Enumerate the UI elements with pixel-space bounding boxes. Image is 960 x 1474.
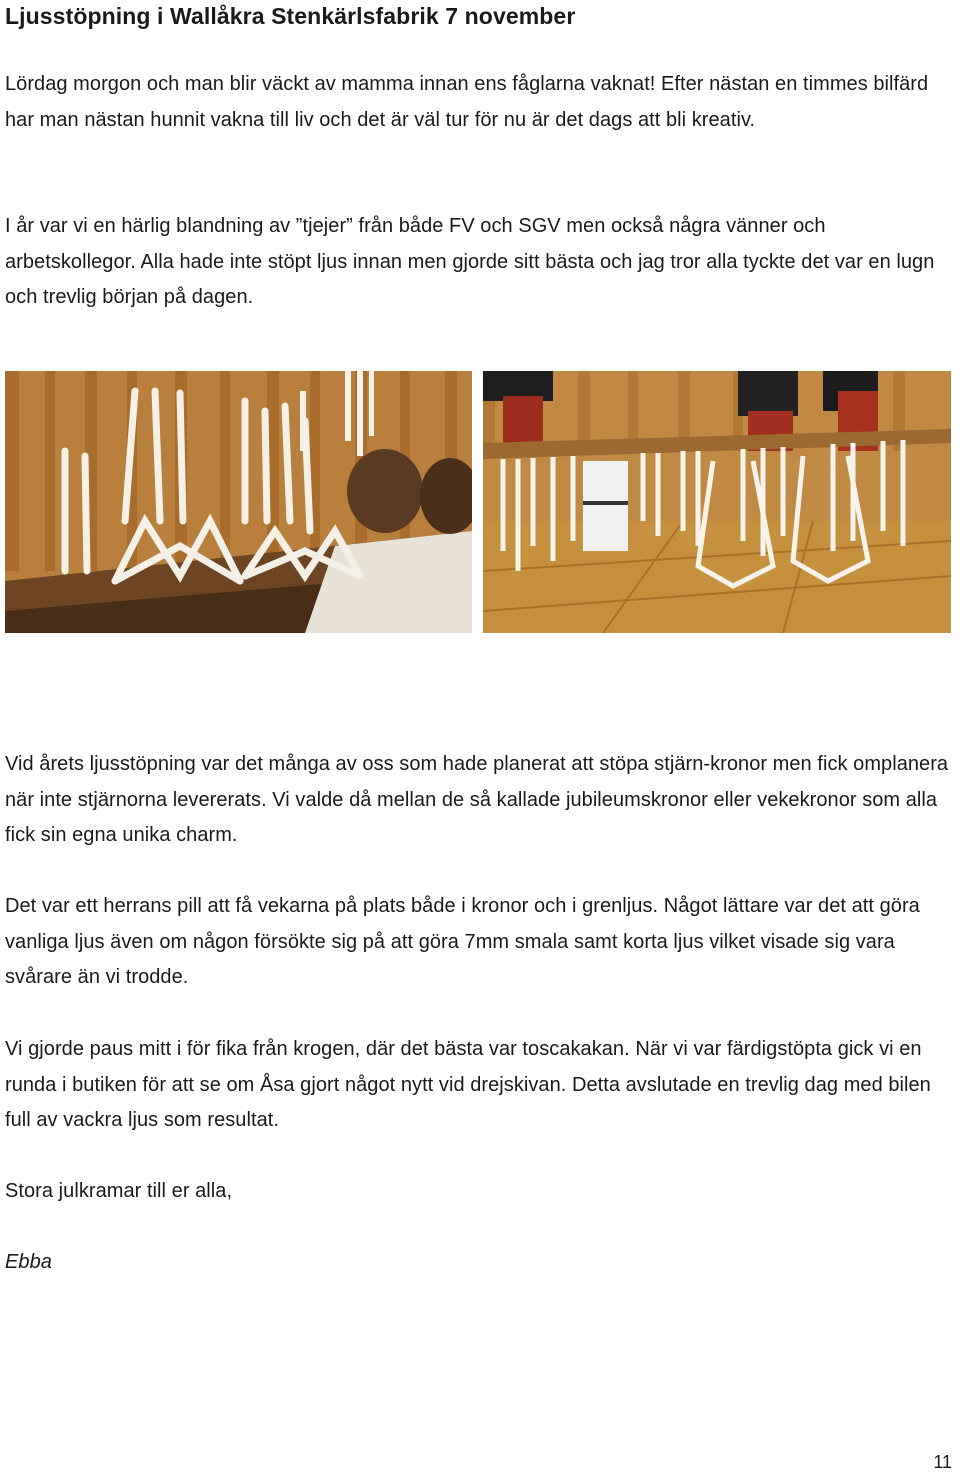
page-number: 11: [933, 1452, 952, 1472]
signature: Ebba: [5, 1251, 52, 1273]
page-title: Ljusstöpning i Wallåkra Stenkärlsfabrik 7 november: [5, 3, 576, 29]
paragraph-wicks: Det var ett herrans pill att få vekarna på plats både i kronor och i grenljus. Något lättare var det att göra vanliga ljus även om någon försökte sig på att göra 7mm smala samt korta ljus vilket visade sig vara svårare än vi trodde.: [5, 895, 920, 988]
photo-candles-hanging-on-rack: [483, 371, 951, 633]
paragraph-fika: Vi gjorde paus mitt i för fika från krogen, där det bästa var toscakakan. När vi var färdigstöpta gick vi en runda i butiken för att se om Åsa gjort något nytt vid drejskivan. Detta avslutade en trevlig dag med bilen full av vackra ljus som resultat.: [5, 1038, 931, 1131]
paragraph-intro: Lördag morgon och man blir väckt av mamma innan ens fåglarna vaknat! Efter nästan en timmes bilfärd har man nästan hunnit vakna till liv och det är väl tur för nu är det dags att bli kreativ.: [5, 73, 929, 131]
paragraph-crowns: Vid årets ljusstöpning var det många av oss som hade planerat att stöpa stjärn-kronor men fick omplanera när inte stjärnorna levererats. Vi valde då mellan de så kallade jubileumskronor eller vekekronor som alla fick sin egna unika charm.: [5, 753, 949, 846]
photo-candle-crowns-on-table: [5, 371, 472, 633]
paragraph-group: I år var vi en härlig blandning av ”tjejer” från både FV och SGV men också några vänner och arbetskollegor. Alla hade inte stöpt ljus innan men gjorde sitt bästa och jag tror alla tyckte det var en lugn och trevlig början på dagen.: [5, 215, 935, 308]
paragraph-greeting: Stora julkramar till er alla,: [5, 1180, 233, 1202]
